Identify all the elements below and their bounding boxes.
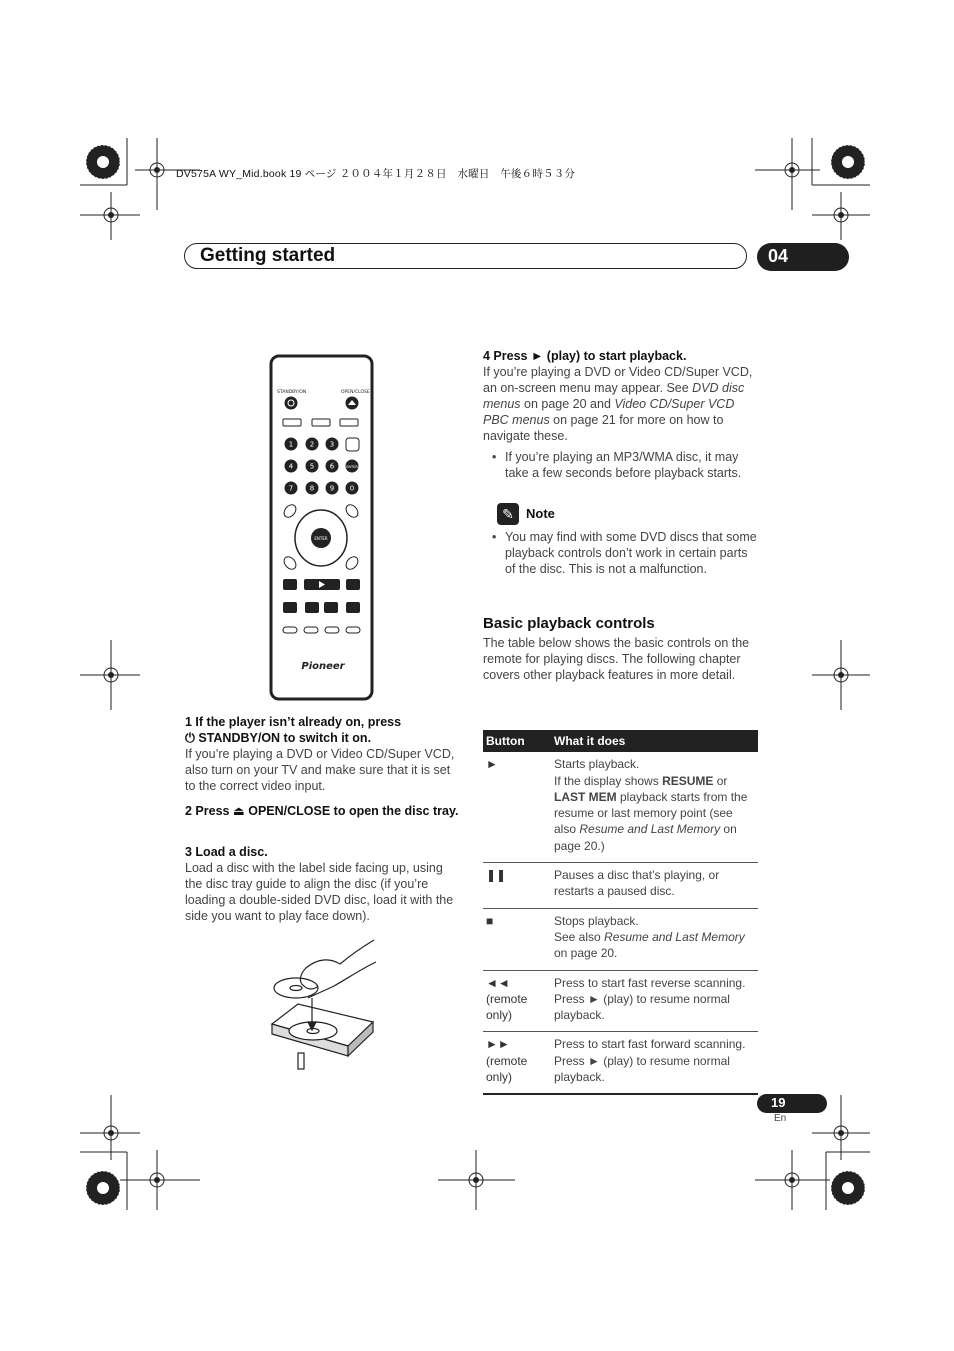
remote-key-label: 8 <box>309 484 315 493</box>
fast-forward-icon: ►► (remote only) <box>483 1032 551 1094</box>
play-icon: ► <box>483 752 551 862</box>
step4-body: If you’re playing a DVD or Video CD/Super VCD, an on-screen menu may appear. See DVD disc menus on page 20 and Video CD/Super VCD PBC menus on page 21 for more on how to navigate these. <box>483 365 753 443</box>
pencil-icon: ✎ <box>497 503 519 525</box>
col-header-button: Button <box>483 730 551 752</box>
fast-reverse-icon: ◄◄ (remote only) <box>483 970 551 1032</box>
table-cell: Press to start fast reverse scanning. Press ► (play) to resume normal playback. <box>551 970 758 1032</box>
remote-openclose-label: OPEN/CLOSE <box>341 390 370 395</box>
page-number: 19 <box>771 1095 786 1110</box>
playback-controls-table-wrapper <box>483 730 758 1095</box>
remote-key-label: 6 <box>329 462 335 471</box>
power-icon <box>285 397 298 410</box>
remote-key-label: 4 <box>288 462 294 471</box>
remote-key-label: 0 <box>349 484 355 493</box>
playback-controls-table <box>483 730 758 1095</box>
table-row <box>483 1032 758 1094</box>
step1-body: If you’re playing a DVD or Video CD/Super VCD, also turn on your TV and make sure that it is set to the correct video input. <box>185 747 455 793</box>
remote-key-label: 3 <box>329 440 335 449</box>
stop-icon: ■ <box>483 908 551 970</box>
chapter-title: Getting started <box>200 245 336 266</box>
remote-key-label: 1 <box>288 440 294 449</box>
step4-bullet: • If you’re playing an MP3/WMA disc, it may take a few seconds before playback starts. <box>505 449 757 481</box>
note-bullet: • You may find with some DVD discs that some playback controls don’t work in certain parts of the disc. This is not a malfunction. <box>505 529 757 577</box>
table-header-row <box>483 730 758 752</box>
step3-body: Load a disc with the label side facing up, using the disc tray guide to align the disc (if you’re loading a double-sided DVD disc, load it with the side you want to play face down). <box>185 861 454 923</box>
table-row <box>483 970 758 1032</box>
remote-enter-label: ENTER <box>314 536 328 541</box>
table-row <box>483 863 758 909</box>
chapter-number: 04 <box>768 246 789 266</box>
section-heading-basic-playback: Basic playback controls <box>483 615 655 632</box>
remote-key-label: 5 <box>309 462 315 471</box>
dvd-disc-menus-ref: DVD disc menus <box>483 381 745 411</box>
step2-heading: 2 Press ⏏ OPEN/CLOSE to open the disc tray. <box>185 804 459 818</box>
vcd-pbc-menus-ref: Video CD/Super VCD PBC menus <box>483 397 735 427</box>
table-row <box>483 908 758 970</box>
table-cell: Stops playback. See also Resume and Last Memory on page 20. <box>551 908 758 970</box>
remote-key-label: 2 <box>309 440 315 449</box>
remote-key-label: 7 <box>288 484 294 493</box>
step1-heading: 1 If the player isn’t already on, press ⏻ STANDBY/ON to switch it on. <box>185 715 402 745</box>
col-header-what: What it does <box>551 730 758 752</box>
remote-control-illustration <box>268 353 376 703</box>
table-cell: Press to start fast forward scanning. Press ► (play) to resume normal playback. <box>551 1032 758 1094</box>
remote-key-label: 9 <box>329 484 335 493</box>
pause-icon: ❚❚ <box>483 863 551 909</box>
table-cell: Pauses a disc that’s playing, or restarts a paused disc. <box>551 863 758 909</box>
svg-text:ENTER: ENTER <box>346 465 358 469</box>
disc-loading-illustration <box>268 938 380 1072</box>
table-cell: Starts playback. If the display shows RESUME or LAST MEM playback starts from the resume or last memory point (see also Resume and Last Memory on page 20.) <box>551 752 758 862</box>
table-row <box>483 752 758 862</box>
step3-heading: 3 Load a disc. <box>185 845 268 859</box>
page-number-badge <box>757 1094 827 1113</box>
language-code: En <box>774 1113 787 1124</box>
book-info-line: DV575A WY_Mid.book 19 ページ ２００４年１月２８日 水曜日 午後６時５３分 <box>176 168 576 180</box>
step4-heading: 4 Press ► (play) to start playback. <box>483 349 687 363</box>
section-body: The table below shows the basic controls on the remote for playing discs. The following chapter covers other playback features in more detail. <box>483 636 750 682</box>
remote-standby-label: STANDBY/ON <box>277 390 307 395</box>
note-title: Note <box>526 506 555 521</box>
remote-brand-logo: Pioneer <box>301 661 345 672</box>
